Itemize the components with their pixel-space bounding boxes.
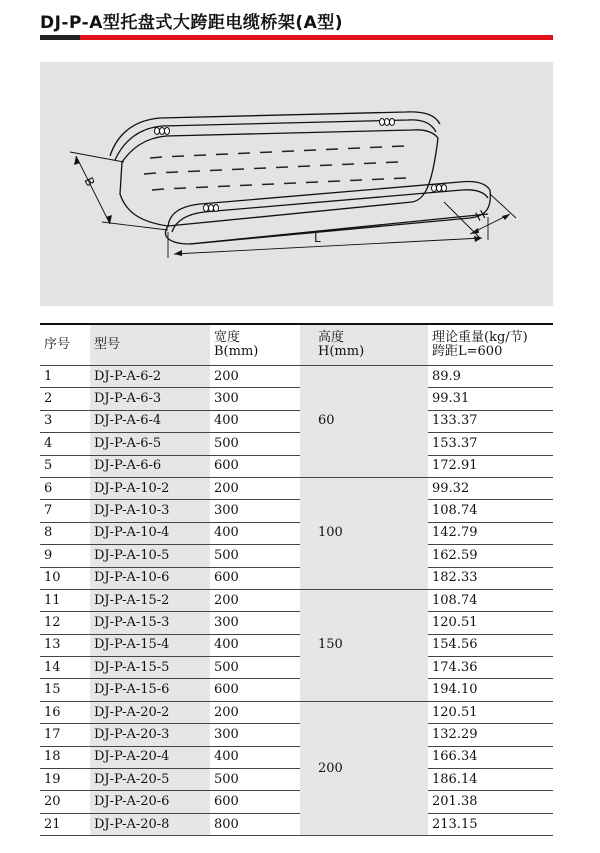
cell-no: 18 (40, 746, 90, 768)
table-row (40, 589, 553, 611)
cell-no: 2 (40, 388, 90, 410)
cell-width: 300 (210, 724, 300, 746)
spec-table (40, 323, 553, 836)
cell-model: DJ-P-A-20-4 (90, 746, 210, 768)
cell-no: 10 (40, 567, 90, 589)
cell-no: 13 (40, 634, 90, 656)
table-row (40, 612, 553, 634)
header-width-label: 宽度 (214, 330, 241, 345)
cell-width: 500 (210, 769, 300, 791)
header-weight-label: 理论重量(kg/节) (432, 330, 528, 345)
cell-model: DJ-P-A-10-6 (90, 567, 210, 589)
cell-model: DJ-P-A-20-2 (90, 701, 210, 723)
cell-width: 600 (210, 791, 300, 813)
cell-model: DJ-P-A-20-6 (90, 791, 210, 813)
table-row (40, 679, 553, 701)
cell-no: 21 (40, 813, 90, 835)
cell-model: DJ-P-A-15-4 (90, 634, 210, 656)
cell-model: DJ-P-A-6-4 (90, 410, 210, 432)
table-header-row (40, 324, 553, 366)
cell-model: DJ-P-A-20-5 (90, 769, 210, 791)
table-row (40, 388, 553, 410)
cell-model: DJ-P-A-6-3 (90, 388, 210, 410)
cell-width: 500 (210, 657, 300, 679)
table-row (40, 769, 553, 791)
table-row (40, 410, 553, 432)
back-rail-lip (122, 130, 438, 162)
table-row (40, 545, 553, 567)
cell-weight: 132.29 (428, 724, 553, 746)
dim-b-line (76, 156, 110, 224)
tray-floor (120, 138, 438, 226)
cell-weight: 162.59 (428, 545, 553, 567)
table-row (40, 634, 553, 656)
cell-width: 500 (210, 433, 300, 455)
table-body (40, 366, 553, 836)
cell-width: 200 (210, 701, 300, 723)
cell-weight: 108.74 (428, 589, 553, 611)
cell-weight: 174.36 (428, 657, 553, 679)
front-rail-inner (172, 190, 488, 232)
cell-weight: 201.38 (428, 791, 553, 813)
cell-weight: 154.56 (428, 634, 553, 656)
cell-width: 600 (210, 679, 300, 701)
title-rule-red (80, 35, 553, 40)
cell-model: DJ-P-A-20-8 (90, 813, 210, 835)
cell-model: DJ-P-A-10-2 (90, 477, 210, 499)
page-title: DJ-P-A型托盘式大跨距电缆桥架(A型) (40, 13, 344, 33)
cell-weight: 182.33 (428, 567, 553, 589)
cell-no: 7 (40, 500, 90, 522)
table-row (40, 500, 553, 522)
cell-height: 150 (300, 589, 428, 701)
header-height-label: 高度 (318, 330, 345, 345)
cell-height: 60 (300, 366, 428, 478)
cell-weight: 172.91 (428, 455, 553, 477)
cell-width: 300 (210, 500, 300, 522)
title-rule (40, 35, 553, 40)
cell-width: 300 (210, 388, 300, 410)
cell-width: 200 (210, 477, 300, 499)
cell-width: 600 (210, 567, 300, 589)
front-rail-base (190, 214, 488, 244)
floor-slots (144, 146, 406, 190)
title-rule-dark (40, 35, 80, 40)
table-row (40, 366, 553, 388)
cell-weight: 142.79 (428, 522, 553, 544)
header-height (300, 324, 428, 366)
cell-width: 400 (210, 522, 300, 544)
cell-weight: 108.74 (428, 500, 553, 522)
header-model: 型号 (90, 324, 210, 366)
cell-model: DJ-P-A-15-5 (90, 657, 210, 679)
cell-no: 20 (40, 791, 90, 813)
table-row (40, 724, 553, 746)
cell-height: 200 (300, 701, 428, 835)
dimension-arrows (74, 156, 510, 256)
cell-width: 800 (210, 813, 300, 835)
table-row (40, 791, 553, 813)
cell-model: DJ-P-A-6-2 (90, 366, 210, 388)
cell-model: DJ-P-A-20-3 (90, 724, 210, 746)
cell-height: 100 (300, 477, 428, 589)
cell-width: 200 (210, 589, 300, 611)
cell-weight: 166.34 (428, 746, 553, 768)
table-row (40, 701, 553, 723)
cell-width: 300 (210, 612, 300, 634)
table-row (40, 813, 553, 835)
cell-weight: 99.31 (428, 388, 553, 410)
cell-no: 6 (40, 477, 90, 499)
cell-model: DJ-P-A-15-3 (90, 612, 210, 634)
cell-no: 14 (40, 657, 90, 679)
cell-no: 11 (40, 589, 90, 611)
cell-model: DJ-P-A-10-4 (90, 522, 210, 544)
front-rail-outer (165, 190, 490, 244)
cell-model: DJ-P-A-6-5 (90, 433, 210, 455)
header-weight-span: 跨距L=600 (432, 344, 503, 359)
cell-no: 9 (40, 545, 90, 567)
cell-no: 8 (40, 522, 90, 544)
cell-weight: 120.51 (428, 612, 553, 634)
dim-b-ext2 (102, 222, 168, 230)
table-row (40, 522, 553, 544)
table-row (40, 746, 553, 768)
cell-model: DJ-P-A-15-6 (90, 679, 210, 701)
cell-width: 400 (210, 634, 300, 656)
table-row (40, 433, 553, 455)
table-row (40, 657, 553, 679)
dim-label-l: L (314, 231, 321, 245)
cell-model: DJ-P-A-15-2 (90, 589, 210, 611)
cable-tray-illustration (40, 62, 553, 306)
dim-label-b: B (81, 174, 98, 189)
cell-width: 600 (210, 455, 300, 477)
cell-no: 4 (40, 433, 90, 455)
cell-width: 500 (210, 545, 300, 567)
table-row (40, 477, 553, 499)
cell-no: 17 (40, 724, 90, 746)
dim-label-h: H (473, 207, 488, 225)
cell-no: 19 (40, 769, 90, 791)
cell-model: DJ-P-A-10-3 (90, 500, 210, 522)
cell-model: DJ-P-A-6-6 (90, 455, 210, 477)
cell-width: 200 (210, 366, 300, 388)
header-width (210, 324, 300, 366)
cell-width: 400 (210, 746, 300, 768)
table-row (40, 455, 553, 477)
header-no: 序号 (40, 324, 90, 366)
cell-no: 5 (40, 455, 90, 477)
cell-no: 15 (40, 679, 90, 701)
cell-weight: 186.14 (428, 769, 553, 791)
cell-weight: 89.9 (428, 366, 553, 388)
cell-weight: 153.37 (428, 433, 553, 455)
cell-width: 400 (210, 410, 300, 432)
cell-no: 12 (40, 612, 90, 634)
table-row (40, 567, 553, 589)
header-width-unit: B(mm) (214, 344, 259, 359)
cell-weight: 120.51 (428, 701, 553, 723)
cell-no: 1 (40, 366, 90, 388)
cell-no: 3 (40, 410, 90, 432)
header-height-unit: H(mm) (318, 344, 365, 359)
cell-weight: 213.15 (428, 813, 553, 835)
cell-weight: 194.10 (428, 679, 553, 701)
cable-tray-drawing (40, 62, 553, 306)
cell-model: DJ-P-A-10-5 (90, 545, 210, 567)
cell-weight: 99.32 (428, 477, 553, 499)
cell-no: 16 (40, 701, 90, 723)
cell-weight: 133.37 (428, 410, 553, 432)
header-weight (428, 324, 553, 366)
